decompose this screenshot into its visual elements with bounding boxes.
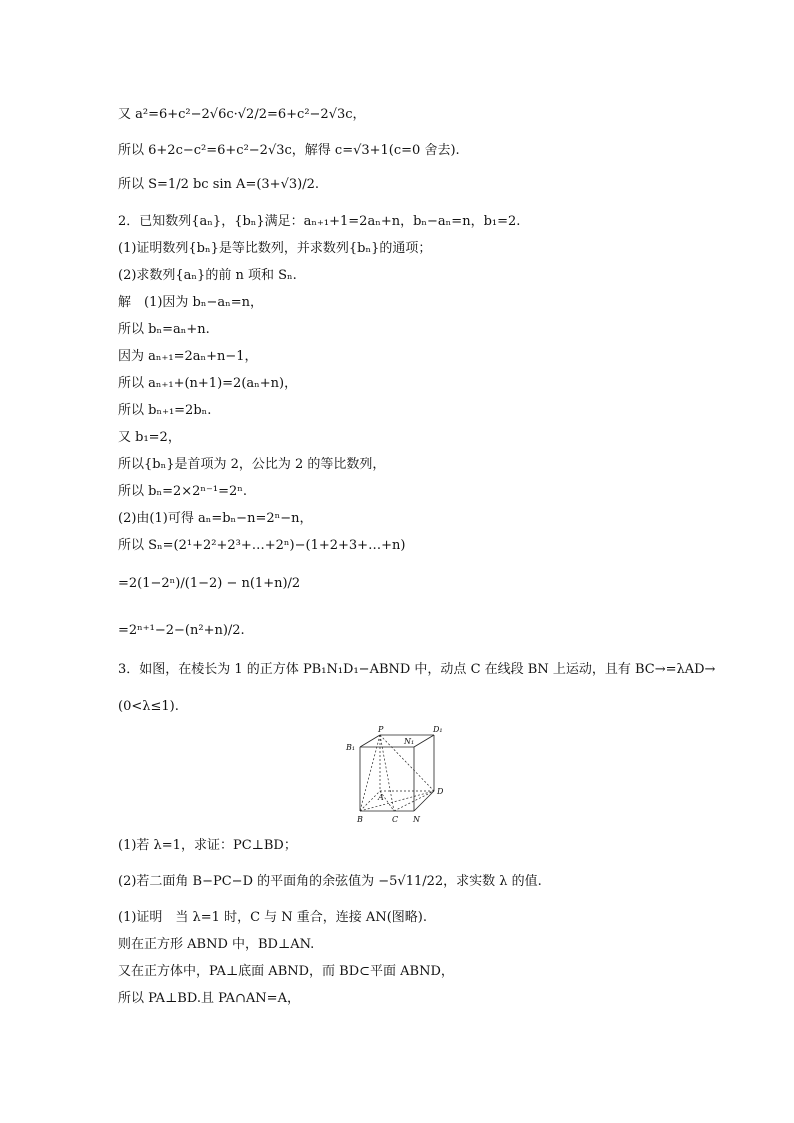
line-21: (1)若 λ=1，求证：PC⊥BD；	[118, 838, 297, 853]
line-26: 所以 PA⊥BD.且 PA∩AN=A，	[118, 991, 300, 1006]
line-23: (1)证明 当 λ=1 时，C 与 N 重合，连接 AN(图略).	[118, 910, 427, 925]
label-d1: D₁	[433, 725, 443, 734]
line-14: 所以 bₙ=2×2ⁿ⁻¹=2ⁿ.	[118, 484, 248, 499]
edge-n-d	[414, 791, 434, 811]
line-6: (2)求数列{aₙ}的前 n 项和 Sₙ.	[118, 268, 297, 283]
edge-b-a	[360, 791, 380, 811]
line-1: 又 a²=6+c²−2√6c·√2/2=6+c²−2√3c，	[118, 107, 366, 122]
line-5: (1)证明数列{bₙ}是等比数列，并求数列{bₙ}的通项；	[118, 241, 432, 256]
line-13: 所以{bₙ}是首项为 2，公比为 2 的等比数列，	[118, 457, 386, 472]
line-17: =2(1−2ⁿ)/(1−2) − n(1+n)/2	[118, 576, 301, 591]
line-24: 则在正方形 ABND 中，BD⊥AN.	[118, 937, 315, 952]
line-16: 所以 Sₙ=(2¹+2²+2³+…+2ⁿ)−(1+2+3+…+n)	[118, 538, 406, 553]
label-n: N	[413, 815, 420, 824]
line-4: 2．已知数列{aₙ}，{bₙ}满足：aₙ₊₁+1=2aₙ+n，bₙ−aₙ=n，b₁=2.	[118, 214, 521, 229]
label-p: P	[378, 725, 384, 734]
label-d: D	[437, 787, 444, 796]
line-19: 3．如图，在棱长为 1 的正方体 PB₁N₁D₁−ABND 中，动点 C 在线段 BN 上运动，且有 BC→=λAD→	[118, 662, 716, 677]
label-b: B	[357, 815, 363, 824]
line-9: 因为 aₙ₊₁=2aₙ+n−1，	[118, 349, 258, 364]
segment-p-b	[360, 735, 380, 811]
line-2: 所以 6+2c−c²=6+c²−2√3c，解得 c=√3+1(c=0 舍去).	[118, 143, 460, 158]
label-n1: N₁	[404, 737, 415, 746]
line-11: 所以 bₙ₊₁=2bₙ.	[118, 403, 212, 418]
label-b1: B₁	[346, 743, 356, 752]
line-12: 又 b₁=2，	[118, 430, 181, 445]
segment-b-d	[360, 791, 434, 811]
line-3: 所以 S=1/2 bc sin A=(3+√3)/2.	[118, 177, 319, 192]
line-7: 解 (1)因为 bₙ−aₙ=n，	[118, 295, 264, 310]
line-22: (2)若二面角 B−PC−D 的平面角的余弦值为 −5√11/22，求实数 λ 的值.	[118, 874, 542, 889]
edge-n1-d1	[414, 735, 434, 747]
line-8: 所以 bₙ=aₙ+n.	[118, 322, 210, 337]
label-c: C	[392, 815, 399, 824]
line-15: (2)由(1)可得 aₙ=bₙ−n=2ⁿ−n，	[118, 511, 313, 526]
label-a: A	[378, 793, 384, 802]
edge-b1-p	[360, 735, 380, 747]
line-25: 又在正方体中，PA⊥底面 ABND，而 BD⊂平面 ABND，	[118, 964, 454, 979]
cube-figure	[340, 723, 460, 828]
line-20: (0<λ≤1).	[118, 699, 179, 714]
line-18: =2ⁿ⁺¹−2−(n²+n)/2.	[118, 623, 245, 638]
line-10: 所以 aₙ₊₁+(n+1)=2(aₙ+n)，	[118, 376, 298, 391]
cube-diagram	[340, 723, 460, 828]
